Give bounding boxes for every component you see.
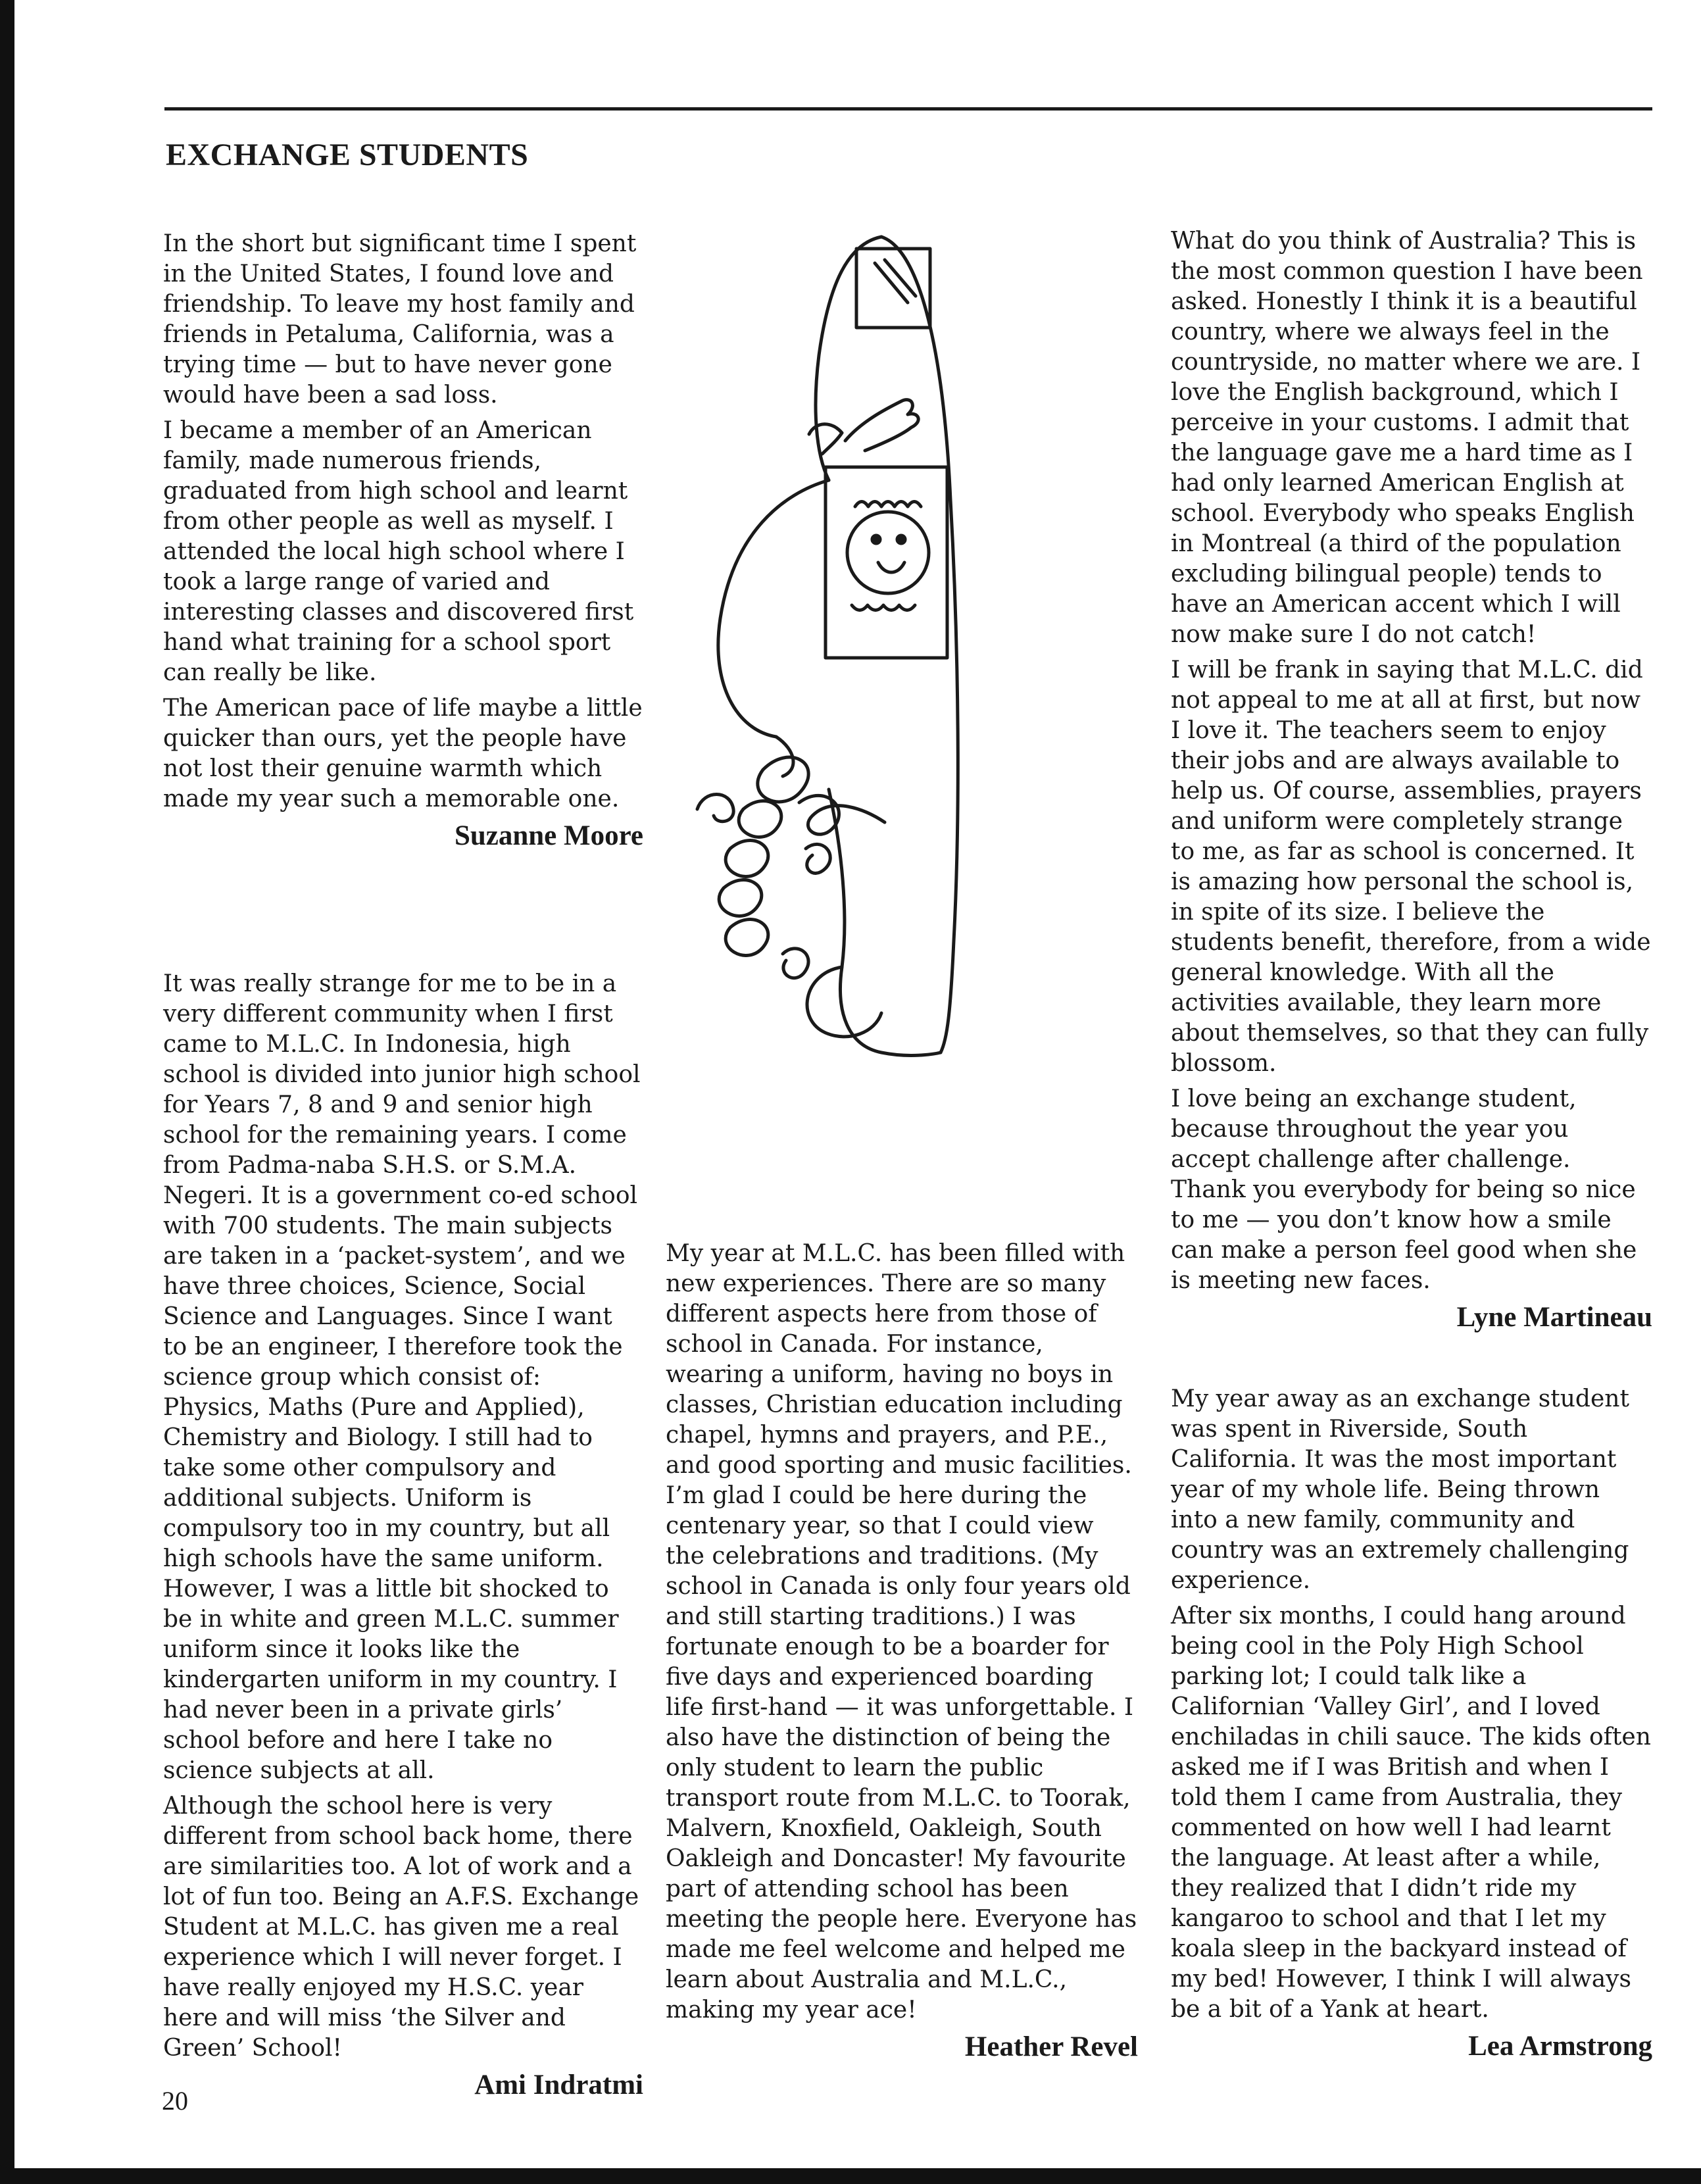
scan-edge-bottom — [0, 2168, 1701, 2184]
page-number: 20 — [162, 2086, 188, 2116]
header-rule — [164, 107, 1652, 111]
article-paragraph: My year away as an exchange student was spent in Riverside, South California. It was the most important year of my whole life. Being thrown into a new family, community and country was an extremely challenging experience. — [1171, 1385, 1629, 1594]
author-byline: Lyne Martineau — [1456, 1302, 1652, 1333]
article-paragraph: I became a member of an American family, made numerous friends, graduated from high school and learnt from other people as well as myself. I attended the local high school where I took a large range of varied and interesting classes and discovered first hand what training for a school sport can really be like. — [163, 417, 634, 686]
article-paragraph: What do you think of Australia? This is the most common question I have been asked. Honestly I think it is a beautiful country, where we always feel in the countryside, no matter where we are. I love the English background, which I perceive in your customs. I admit that the language gave me a hard time as I had only learned American English at school. Everybody who speaks English in Montreal (a third of the population excluding bilingual people) tends to have an American accent which I will now make sure I do not catch! — [1171, 228, 1643, 648]
scan-edge-left — [0, 0, 14, 2184]
article-heather-revel — [666, 1239, 1138, 2062]
author-byline: Lea Armstrong — [1468, 2031, 1652, 2062]
author-byline: Heather Revel — [964, 2031, 1138, 2062]
article-paragraph: After six months, I could hang around being cool in the Poly High School parking lot; I could talk like a Californian ‘Valley Girl’, and I loved enchiladas in chili sauce. The kids often asked me if I was British and when I told them I came from Australia, they commented on how well I had learnt the language. At least after a while, they realized that I didn’t ride my kangaroo to school and that I let my koala sleep in the backyard instead of my bed! However, I think I will always be a bit of a Yank at heart. — [1171, 1602, 1651, 2023]
article-paragraph: I love being an exchange student, because throughout the year you accept challenge after challenge. Thank you everybody for being so nice to me — you don’t know how a smile can make a person feel good when she is meeting new faces. — [1171, 1085, 1637, 1294]
article-lea-armstrong — [1171, 1384, 1652, 2062]
article-ami-indratmi — [163, 969, 643, 2100]
article-paragraph: The American pace of life maybe a little quicker than ours, yet the people have not lost their genuine warmth which made my year such a memorable one. — [163, 695, 643, 812]
author-byline: Ami Indratmi — [474, 2070, 643, 2100]
article-lyne-martineau — [1171, 226, 1652, 1333]
article-paragraph: My year at M.L.C. has been filled with new experiences. There are so many different aspects here from those of school in Canada. For instance, wearing a uniform, having no boys in classes, Christian education including chapel, hymns and prayers, and P.E., and good sporting and music facilities. I’m glad I could be here during the centenary year, so that I could view the celebrations and traditions. (My school in Canada is only four years old and still starting traditions.) I was fortunate enough to be a boarder for five days and experienced boarding life first-hand — it was unforgettable. I also have the distinction of being the only student to learn the public transport route from M.L.C. to Toorak, Malvern, Knoxfield, Oakleigh, South Oakleigh and Doncaster! My favourite part of attending school has been meeting the people here. Everyone has made me feel welcome and helped me learn about Australia and M.L.C., making my year ace! — [666, 1240, 1137, 2023]
page-title: EXCHANGE STUDENTS — [166, 137, 529, 172]
article-paragraph: In the short but significant time I spent in the United States, I found love and friendship. To leave my host family and friends in Petaluma, California, was a trying time — but to have never gone would have been a sad loss. — [163, 230, 637, 409]
article-suzanne-moore — [163, 229, 643, 851]
author-byline: Suzanne Moore — [454, 820, 643, 851]
article-paragraph: I will be frank in saying that M.L.C. did not appeal to me at all at first, but now I love it. The teachers seem to enjoy their jobs and are always available to help us. Of course, assemblies, prayers and uniform were completely strange to me, as far as school is concerned. It is amazing how personal the school is, in spite of its size. I believe the students benefit, therefore, from a wide general knowledge. With all the activities available, they learn more about themselves, so that they can fully blossom. — [1171, 657, 1651, 1077]
article-paragraph: It was really strange for me to be in a very different community when I first came to M.L.C. In Indonesia, high school is divided into junior high school for Years 7, 8 and 9 and senior high school for the remaining years. I come from Padma-naba S.H.S. or S.M.A. Negeri. It is a government co-ed school with 700 students. The main subjects are taken in a ‘packet-system’, and we have three choices, Science, Social Science and Languages. Since I want to be an engineer, I therefore took the science group which consist of: Physics, Maths (Pure and Applied), Chemistry and Biology. I still had to take some other compulsory and additional subjects. Uniform is compulsory too in my country, but all high schools have the same uniform. However, I was a little bit shocked to be in white and green M.L.C. summer uniform since it looks like the kindergarten uniform in my country. I had never been in a private girls’ school before and here I take no science subjects at all. — [163, 970, 641, 1784]
article-paragraph: Although the school here is very different from school back home, there are similarities too. A lot of work and a lot of fun too. Being an A.F.S. Exchange Student at M.L.C. has given me a real experience which I will never forget. I have really enjoyed my H.S.C. year here and will miss ‘the Silver and Green’ School! — [163, 1793, 639, 2062]
kangaroo-cartoon-icon — [684, 224, 967, 1079]
